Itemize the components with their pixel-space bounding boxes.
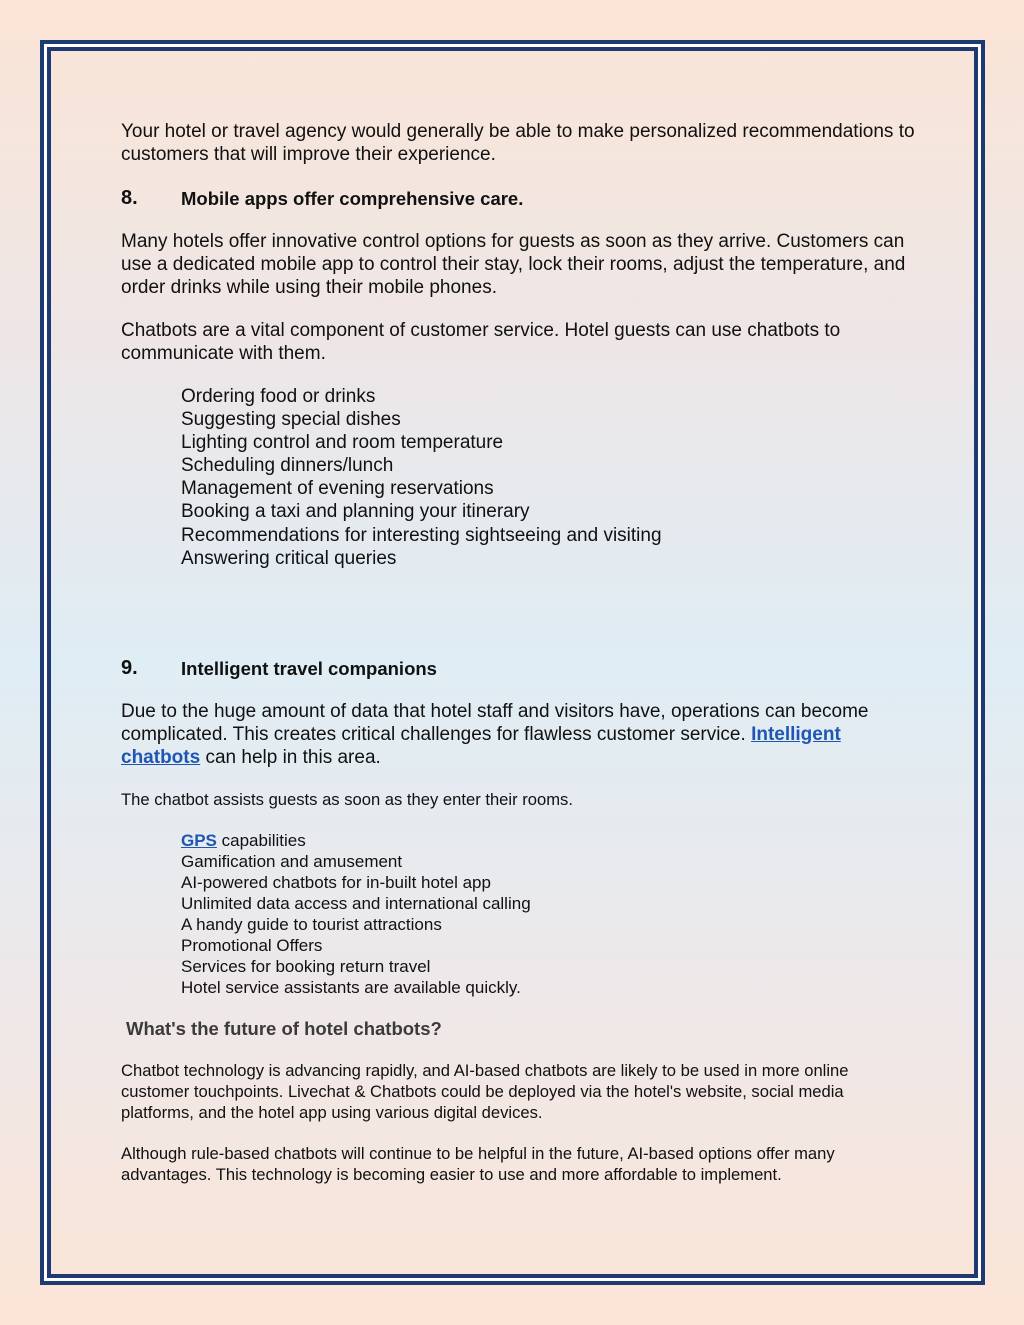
list-item: A handy guide to tourist attractions	[181, 914, 442, 934]
section-9-list	[121, 830, 921, 998]
section-8-heading	[121, 186, 921, 210]
gps-capabilities-text: capabilities	[216, 830, 306, 850]
list-item: Scheduling dinners/lunch	[181, 455, 394, 477]
section-8-paragraph-1: Many hotels offer innovative control options for guests as soon as they arrive. Customers can use a dedicated mobile app to control their stay, lock their rooms, adjust the temperature, and order drinks while using their mobile phones.	[121, 231, 906, 298]
list-item: Booking a taxi and planning your itinerary	[181, 501, 530, 523]
list-item: Answering critical queries	[181, 547, 397, 569]
future-heading: What's the future of hotel chatbots?	[126, 1017, 442, 1039]
document-content	[121, 120, 921, 1185]
list-item: Promotional Offers	[181, 935, 323, 955]
section-8-number: 8.	[121, 187, 138, 209]
section-9-title: Intelligent travel companions	[181, 657, 437, 679]
future-paragraph-2: Although rule-based chatbots will continue to be helpful in the future, AI-based options offer many advantages. This technology is becoming easier to use and more affordable to implement.	[121, 1143, 835, 1184]
section-9-paragraph-2: The chatbot assists guests as soon as they enter their rooms.	[121, 789, 573, 809]
section-9-number: 9.	[121, 656, 138, 679]
list-item: Recommendations for interesting sightseeing and visiting	[181, 524, 662, 546]
list-item: Services for booking return travel	[181, 956, 431, 976]
future-paragraph-1: Chatbot technology is advancing rapidly, and AI-based chatbots are likely to be used in more online customer touchpoints. Livechat & Chatbots could be deployed via the hotel's website, social media platforms, and the hotel app using various digital devices.	[121, 1060, 849, 1122]
gps-link[interactable]: GPS	[181, 830, 217, 850]
list-item: Gamification and amusement	[181, 851, 403, 871]
section-8-list	[121, 385, 921, 570]
list-item: Suggesting special dishes	[181, 409, 401, 431]
list-item: Unlimited data access and international calling	[181, 893, 531, 913]
section-9-paragraph-1	[121, 700, 921, 769]
list-item	[181, 830, 921, 851]
section-9-paragraph-1-text: Due to the huge amount of data that hotel staff and visitors have, operations can become complicated. This creates critical challenges for flawless customer service.	[121, 700, 869, 745]
intelligent-chatbots-link[interactable]: Intelligent chatbots	[121, 723, 841, 768]
list-item: Hotel service assistants are available quickly.	[181, 977, 521, 997]
section-8-paragraph-2: Chatbots are a vital component of customer service. Hotel guests can use chatbots to communicate with them.	[121, 320, 841, 364]
list-item: Lighting control and room temperature	[181, 432, 504, 454]
list-item: Management of evening reservations	[181, 478, 494, 500]
section-9-heading	[121, 656, 921, 680]
list-item: AI-powered chatbots for in-built hotel app	[181, 872, 491, 892]
section-9-paragraph-1-end: can help in this area.	[200, 746, 381, 768]
section-8-title: Mobile apps offer comprehensive care.	[181, 188, 524, 209]
intro-paragraph: Your hotel or travel agency would generally be able to make personalized recommendations to customers that will improve their experience.	[121, 121, 915, 165]
list-item: Ordering food or drinks	[181, 386, 376, 407]
